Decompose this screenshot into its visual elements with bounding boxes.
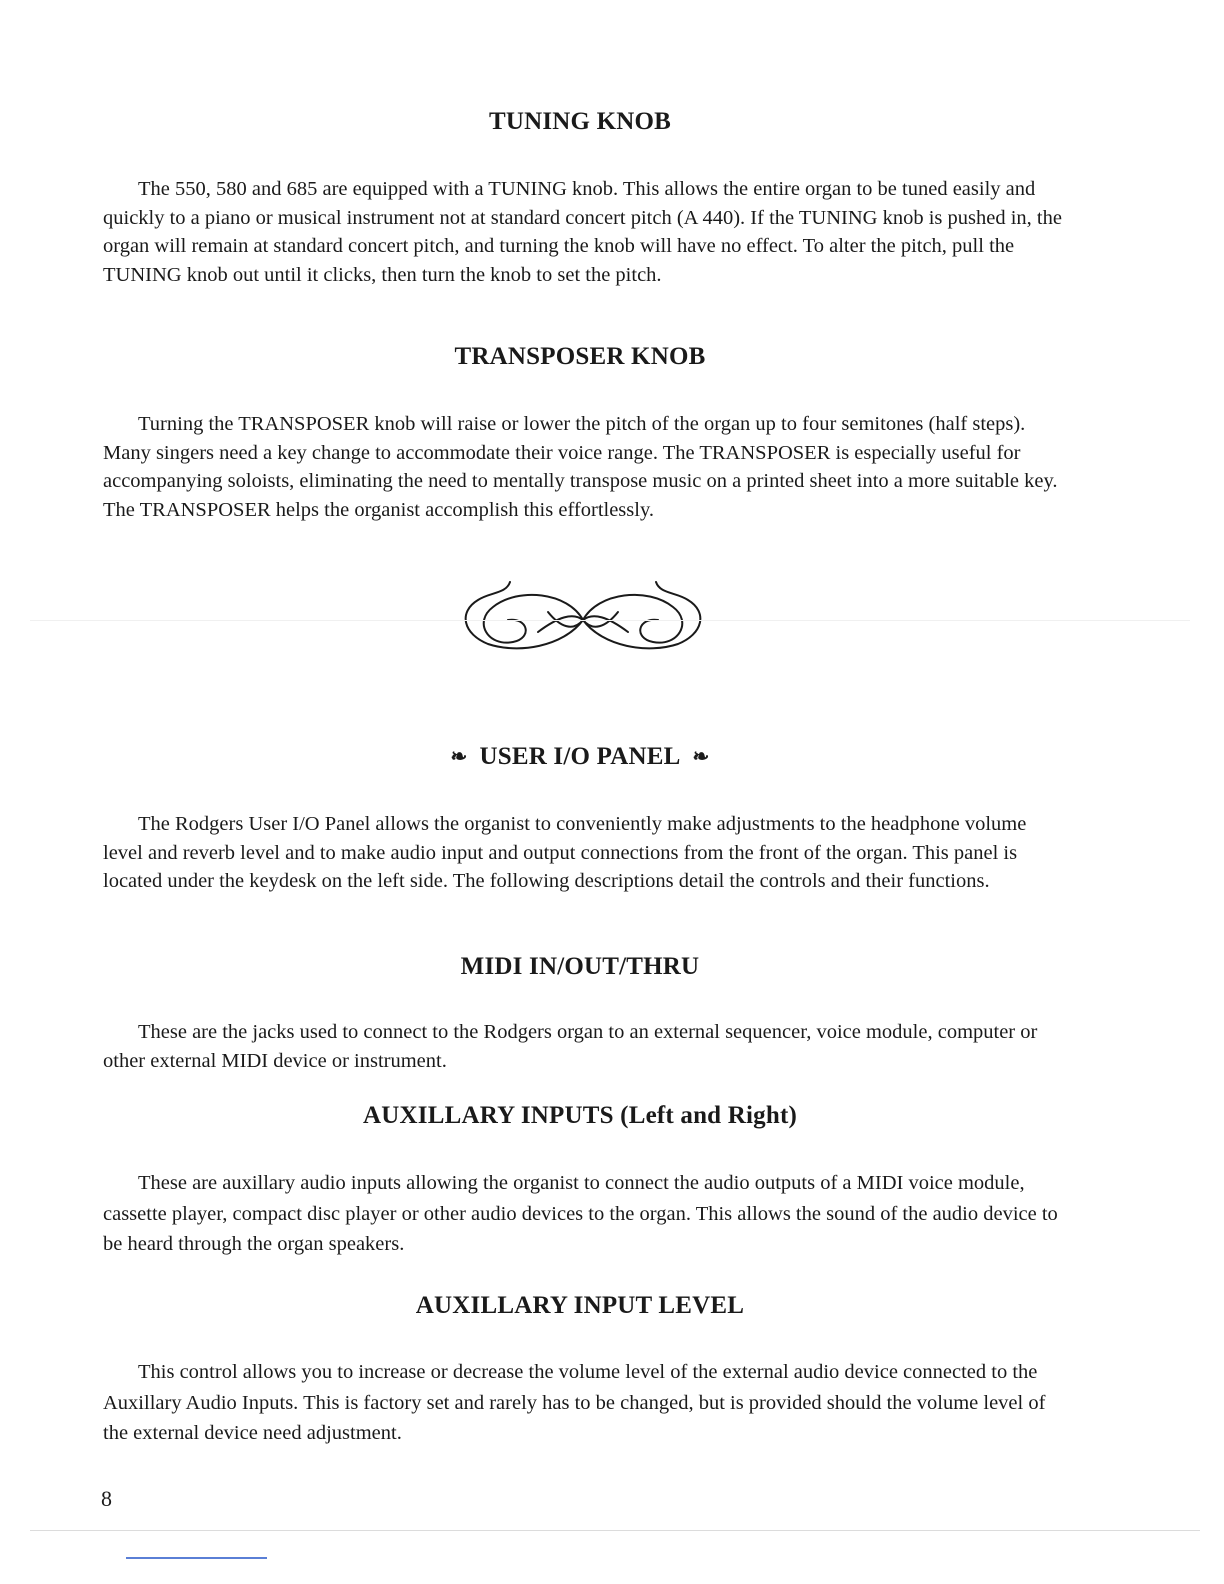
scan-artifact-line [30, 620, 1190, 621]
page-number: 8 [101, 1486, 112, 1511]
user-io-panel-heading [0, 743, 1160, 771]
midi-paragraph: These are the jacks used to connect to the Rodgers organ to an external sequencer, voice module, computer or other external MIDI device or instrument. [103, 1021, 1038, 1072]
aux-inputs-heading: AUXILLARY INPUTS (Left and Right) [363, 1102, 797, 1129]
tuning-knob-heading: TUNING KNOB [488, 108, 672, 135]
midi-heading: MIDI IN/OUT/THRU [460, 953, 700, 980]
scan-artifact-underline [126, 1557, 267, 1559]
fleuron-right-icon: ❧ [692, 745, 710, 768]
user-io-panel-title: USER I/O PANEL [479, 743, 681, 770]
aux-input-level-paragraph: This control allows you to increase or decrease the volume level of the external audio device connected to the Auxillary Audio Inputs. This is factory set and rarely has to be changed, but is provided should the volume level of the external device need adjustment. [103, 1361, 1046, 1444]
transposer-knob-heading: TRANSPOSER KNOB [454, 343, 706, 370]
fleuron-left-icon: ❧ [450, 745, 468, 768]
scan-artifact-line [30, 1530, 1200, 1531]
user-io-panel-paragraph: The Rodgers User I/O Panel allows the organist to conveniently make adjustments to the headphone volume level and reverb level and to make audio input and output connections from the front of the organ. This panel is located under the keydesk on the left side. The following descriptions detail the controls and their functions. [103, 813, 1027, 893]
transposer-knob-paragraph: Turning the TRANSPOSER knob will raise or lower the pitch of the organ up to four semitones (half steps). Many singers need a key change to accommodate their voice range. The TRANSPOSER is especially useful for accompanying soloists, eliminating the need to mentally transpose music on a printed sheet into a more suitable key. The TRANSPOSER helps the organist accomplish this effortlessly. [103, 413, 1058, 521]
tuning-knob-paragraph: The 550, 580 and 685 are equipped with a TUNING knob. This allows the entire organ to be tuned easily and quickly to a piano or musical instrument not at standard concert pitch (A 440). If the TUNING knob is pushed in, the organ will remain at standard concert pitch, and turning the knob will have no effect. To alter the pitch, pull the TUNING knob out until it clicks, then turn the knob to set the pitch. [103, 178, 1062, 286]
aux-input-level-heading: AUXILLARY INPUT LEVEL [415, 1292, 745, 1319]
aux-inputs-paragraph: These are auxillary audio inputs allowing the organist to connect the audio outputs of a MIDI voice module, cassette player, compact disc player or other audio devices to the organ. This allows the sound of the audio device to be heard through the organ speakers. [103, 1172, 1058, 1255]
